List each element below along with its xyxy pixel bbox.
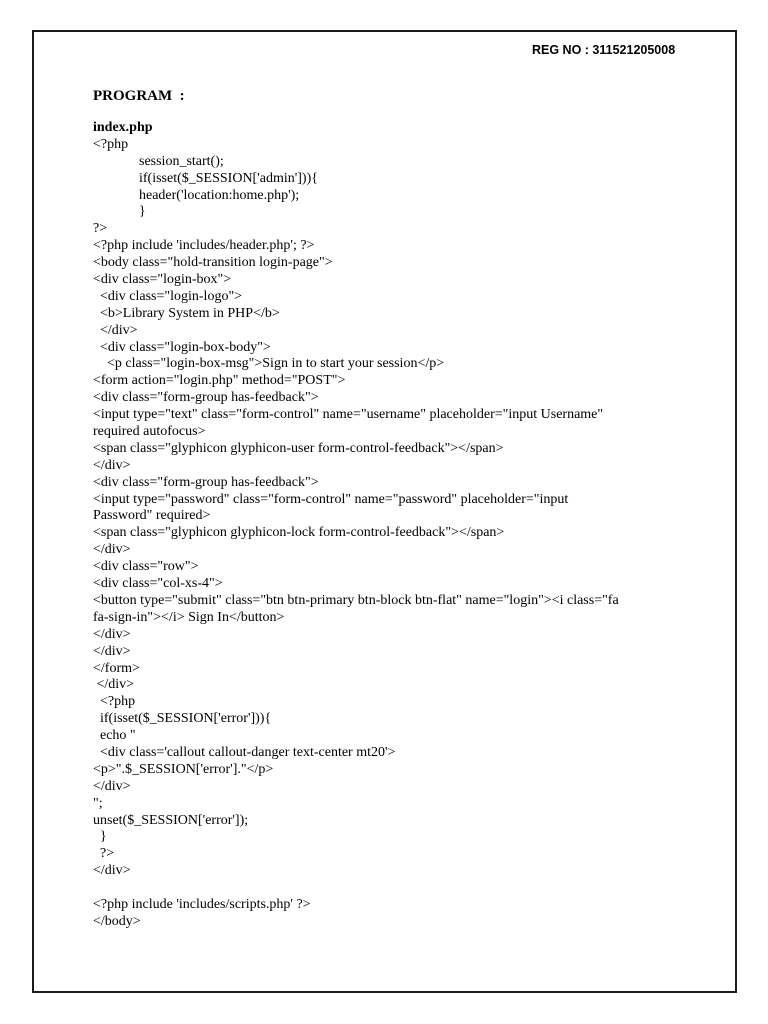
code-line: <button type="submit" class="btn btn-primary btn-block btn-flat" name="login"><i class="fa	[93, 592, 619, 608]
code-line: <input type="text" class="form-control" name="username" placeholder="input Username"	[93, 407, 604, 423]
code-line: }	[93, 829, 107, 845]
code-line: <div class="login-box">	[93, 272, 232, 288]
code-line: ?>	[93, 221, 108, 237]
code-block	[93, 120, 693, 931]
code-line: echo "	[93, 728, 136, 744]
code-line: if(isset($_SESSION['admin'])){	[139, 170, 318, 186]
code-line: <?php include 'includes/scripts.php' ?>	[93, 896, 311, 912]
code-line: <p class="login-box-msg">Sign in to start your session</p>	[93, 356, 445, 372]
code-line: </div>	[93, 322, 138, 338]
code-line: </div>	[93, 457, 131, 473]
code-line	[93, 880, 693, 897]
code-line: <?php	[93, 136, 129, 152]
code-line: <span class="glyphicon glyphicon-user form-control-feedback"></span>	[93, 440, 504, 456]
code-line: <form action="login.php" method="POST">	[93, 373, 346, 389]
code-line: ?>	[93, 846, 115, 862]
code-line: <div class="login-logo">	[93, 288, 243, 304]
code-line: <b>Library System in PHP</b>	[93, 305, 280, 321]
code-line: <div class="form-group has-feedback">	[93, 390, 319, 406]
code-line: ";	[93, 795, 103, 811]
code-line: </div>	[93, 863, 131, 879]
code-line: <?php	[93, 694, 136, 710]
reg-no: REG NO : 311521205008	[532, 43, 676, 57]
code-line: }	[139, 204, 146, 220]
code-line: fa-sign-in"></i> Sign In</button>	[93, 609, 285, 625]
code-line: unset($_SESSION['error']);	[93, 812, 249, 828]
program-heading: PROGRAM :	[93, 88, 185, 104]
file-name: index.php	[93, 120, 153, 135]
code-line: <div class="col-xs-4">	[93, 576, 223, 592]
code-line: <div class="login-box-body">	[93, 339, 271, 355]
code-line: <span class="glyphicon glyphicon-lock form-control-feedback"></span>	[93, 525, 505, 541]
code-line: <body class="hold-transition login-page">	[93, 255, 333, 271]
code-line: <p>".$_SESSION['error']."</p>	[93, 761, 274, 777]
code-line: if(isset($_SESSION['error'])){	[93, 711, 272, 727]
code-line: </div>	[93, 643, 131, 659]
code-line: </body>	[93, 913, 141, 929]
code-line: Password" required>	[93, 508, 211, 524]
code-line: <input type="password" class="form-control" name="password" placeholder="input	[93, 491, 569, 507]
code-line: <div class='callout callout-danger text-center mt20'>	[93, 744, 396, 760]
code-line: required autofocus>	[93, 424, 206, 440]
code-line: </div>	[93, 677, 135, 693]
code-line: session_start();	[139, 153, 224, 169]
code-line: </div>	[93, 626, 131, 642]
code-line: </div>	[93, 778, 131, 794]
code-line: <div class="row">	[93, 559, 199, 575]
code-line: </form>	[93, 660, 140, 676]
code-line: <div class="form-group has-feedback">	[93, 474, 319, 490]
code-line: <?php include 'includes/header.php'; ?>	[93, 238, 315, 254]
code-line: header('location:home.php');	[139, 187, 300, 203]
code-line: </div>	[93, 542, 131, 558]
